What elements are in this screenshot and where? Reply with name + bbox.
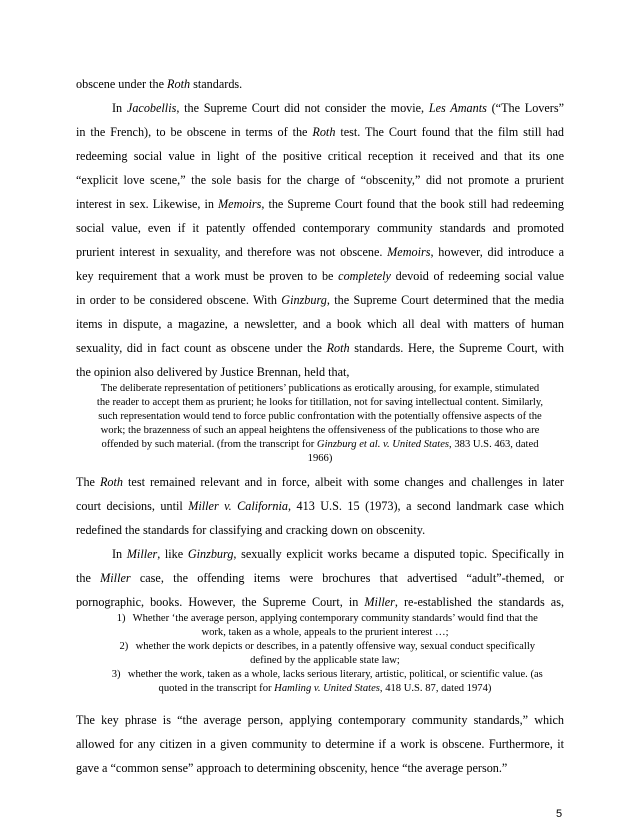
block-quote-line: work; the brazenness of such an appeal heightens the offensiveness of the publications to those who are (100, 425, 540, 436)
list-item-continuation: work, taken as a whole, appeals to the prurient interest …; (201, 627, 449, 638)
body-line: court decisions, until Miller v. California, 413 U.S. 15 (1973), a second landmark case which (76, 499, 565, 513)
list-item-continuation: defined by the applicable state law; (250, 655, 400, 666)
block-quote-line: The deliberate representation of petitioners’ publications as erotically arousing, for example, stimulated (100, 383, 540, 394)
list-item-number: 1) (116, 613, 126, 624)
body-line: interest in sex. Likewise, in Memoirs, the Supreme Court found that the book still had redeeming (76, 197, 564, 211)
body-line: the Miller case, the offending items were brochures that advertised “adult”-themed, or (76, 571, 564, 585)
body-line: The Roth test remained relevant and in force, albeit with some changes and challenges in later (76, 475, 564, 489)
body-line: in order to be considered obscene. With Ginzburg, the Supreme Court determined that the media (76, 293, 564, 307)
body-line: “explicit love scene,” the sole basis for the charge of “obscenity,” did not promote a prurient (76, 173, 564, 187)
list-item-text: Whether ‘the average person, applying contemporary community standards’ would find that the (132, 613, 538, 624)
body-line: obscene under the Roth standards. (76, 77, 243, 91)
body-line: the opinion also delivered by Justice Brennan, held that, (76, 365, 350, 379)
list-item (90, 668, 560, 681)
body-line: gave a “common sense” approach to determining obscenity, hence “the average person.” (76, 761, 508, 775)
block-quote-line: such representation would tend to force public confrontation with the potentially offensive aspects of the (98, 411, 542, 422)
body-line: key requirement that a work must be proven to be completely devoid of redeeming social value (76, 269, 564, 283)
block-quote-line: the reader to accept them as prurient; he looks for titillation, not for saving intellectual content. Similarly, (96, 397, 544, 408)
list-item-text: whether the work depicts or describes, in a patently offensive way, sexual conduct specifically (135, 641, 536, 652)
body-line: redeeming social value in light of the positive critical reception it received and that its one (76, 149, 564, 163)
body-line: In Miller, like Ginzburg, sexually explicit works became a disputed topic. Specifically in (112, 547, 565, 561)
list-item-number: 2) (119, 641, 129, 652)
body-line: sexuality, did in fact count as obscene under the Roth standards. Here, the Supreme Court, with (76, 341, 564, 355)
body-line: prurient interest in sexuality, and therefore was not obscene. Memoirs, however, did introduce a (76, 245, 564, 259)
body-line: The key phrase is “the average person, applying contemporary community standards,” which (76, 713, 564, 727)
block-quote-line: 1966) (307, 453, 333, 464)
list-item (90, 640, 560, 653)
body-line: in the French), to be obscene in terms of the Roth test. The Court found that the film still had (76, 125, 564, 139)
page-number: 5 (556, 808, 563, 820)
body-line: redefined the standards for classifying and cracking down on obscenity. (76, 523, 426, 537)
body-line: In Jacobellis, the Supreme Court did not consider the movie, Les Amants (“The Lovers” (112, 101, 565, 115)
list-item (90, 612, 560, 625)
block-quote-line: offended by such material. (from the transcript for Ginzburg et al. v. United States, 383 U.S. 463, dated (101, 439, 539, 450)
body-line: pornographic, books. However, the Supreme Court, in Miller, re-established the standards as, (76, 595, 564, 609)
body-line: social value, even if it patently offended contemporary community standards and promoted (76, 221, 564, 235)
body-line: items in dispute, a magazine, a newsletter, and a book which all deal with matters of human (76, 317, 564, 331)
list-item-continuation: quoted in the transcript for Hamling v. United States, 418 U.S. 87, dated 1974) (158, 683, 492, 694)
list-item-number: 3) (111, 669, 121, 680)
list-item-text: whether the work, taken as a whole, lacks serious literary, artistic, political, or scientific value. (as (127, 669, 543, 680)
body-line: allowed for any citizen in a given community to determine if a work is obscene. Furthermore, it (76, 737, 564, 751)
